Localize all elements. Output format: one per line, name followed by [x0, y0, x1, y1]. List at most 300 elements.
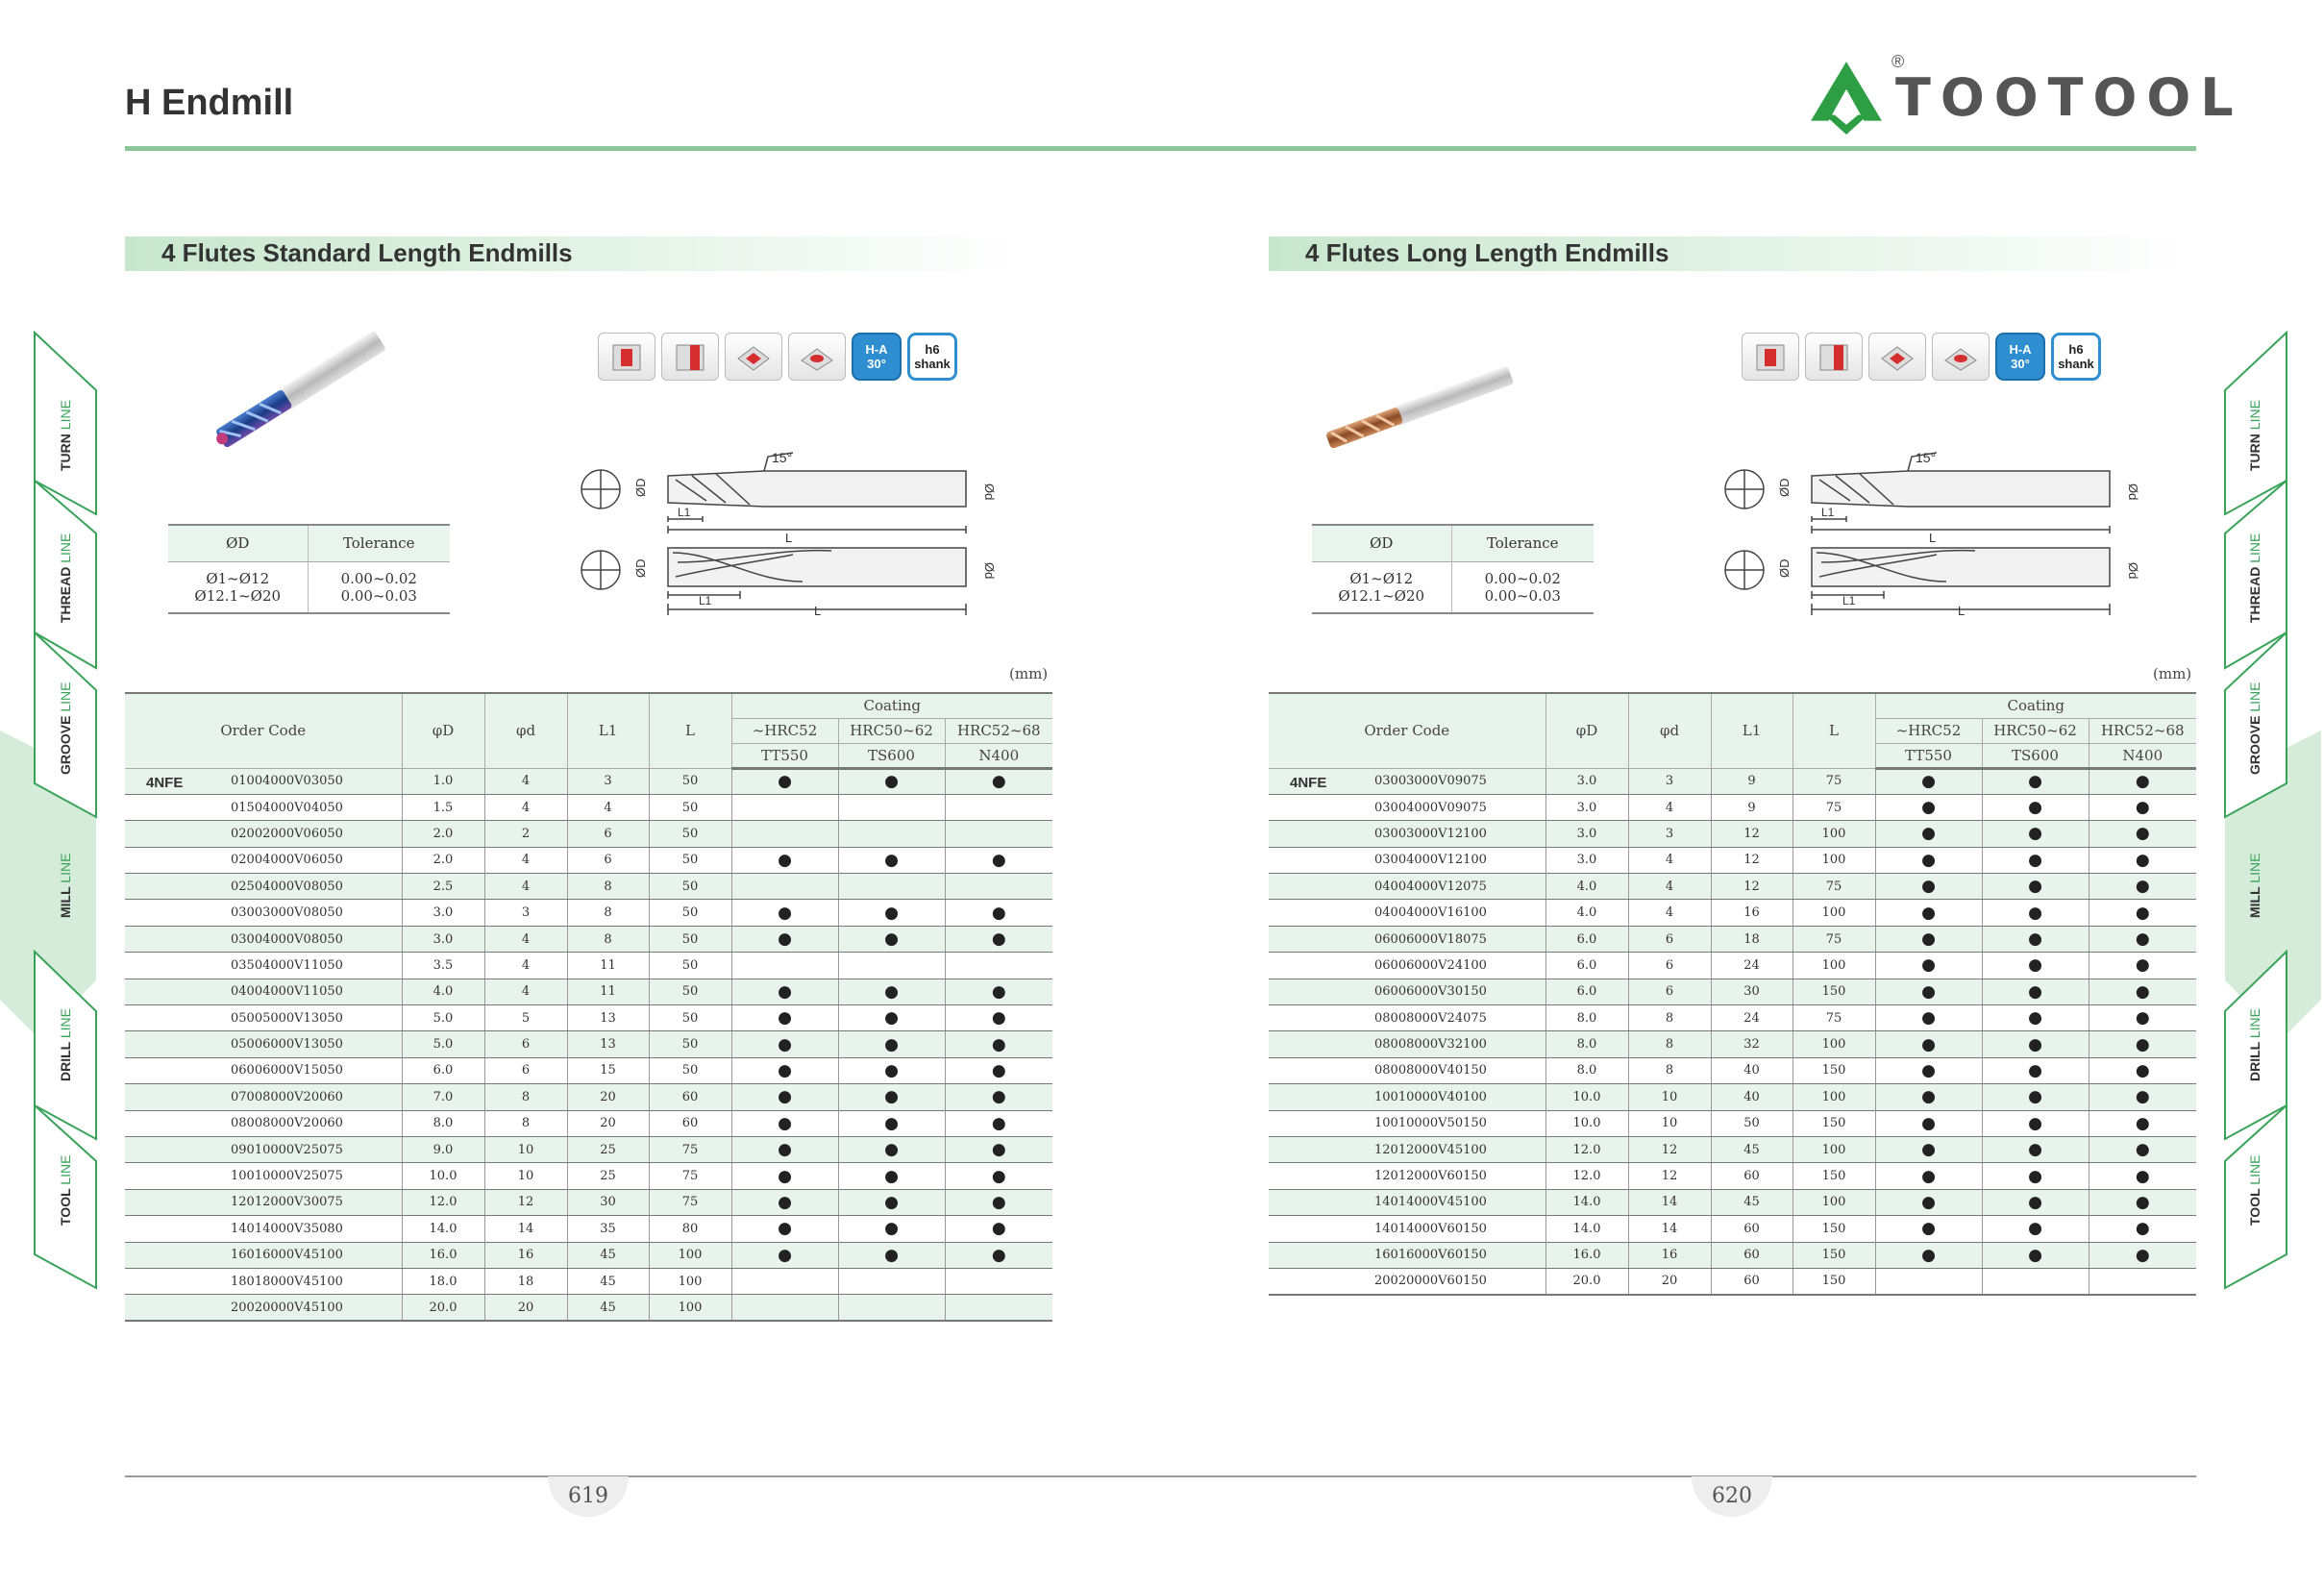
availability-cell [731, 1295, 838, 1321]
table-row [125, 1189, 1052, 1215]
dimension-cell: 50 [1711, 1110, 1792, 1136]
dimension-cell: 100 [1792, 821, 1875, 847]
availability-cell: ● [945, 1189, 1052, 1215]
dimension-cell: 2.0 [402, 821, 484, 847]
availability-cell: ● [1875, 1216, 1982, 1242]
dimension-cell: 6.0 [1545, 953, 1628, 979]
order-code-cell [125, 847, 402, 873]
order-code: 05005000V13050 [231, 1010, 343, 1026]
header-phi-D: φD [1545, 693, 1628, 768]
dimension-cell: 24 [1711, 953, 1792, 979]
availability-cell: ● [1875, 1163, 1982, 1189]
availability-cell: ● [1875, 1084, 1982, 1110]
page-number-left: 619 [568, 1484, 608, 1508]
tolerance-header-tolerance: Tolerance [1451, 525, 1594, 561]
dimension-cell: 8 [567, 900, 649, 926]
dimension-cell: 50 [649, 847, 731, 873]
dimension-cell: 4.0 [402, 979, 484, 1004]
availability-cell: ● [838, 1005, 945, 1031]
dimension-cell: 150 [1792, 1163, 1875, 1189]
order-code: 06006000V15050 [231, 1063, 343, 1078]
header-divider [125, 146, 2196, 151]
series-label: 4NFE [1290, 774, 1327, 791]
table-row [125, 926, 1052, 952]
page-title: H Endmill [125, 83, 294, 123]
order-code-cell [1269, 821, 1545, 847]
table-row [125, 979, 1052, 1004]
table-row [1269, 900, 2196, 926]
availability-cell: ● [838, 847, 945, 873]
order-code: 02004000V06050 [231, 853, 343, 868]
dimension-cell: 45 [1711, 1189, 1792, 1215]
dimension-cell: 50 [649, 953, 731, 979]
dimension-cell: 20.0 [1545, 1268, 1628, 1294]
order-code: 08008000V24075 [1374, 1010, 1487, 1026]
order-code-cell [125, 953, 402, 979]
dimension-cell: 16.0 [1545, 1242, 1628, 1268]
dimension-cell: 60 [1711, 1163, 1792, 1189]
availability-cell: ● [1982, 794, 2089, 820]
dimension-cell: 50 [649, 1005, 731, 1031]
dimension-cell: 3.0 [1545, 847, 1628, 873]
availability-cell [838, 874, 945, 900]
availability-cell: ● [1875, 979, 1982, 1004]
availability-cell [945, 794, 1052, 820]
order-code-cell [1269, 1005, 1545, 1031]
dimension-cell: 150 [1792, 1216, 1875, 1242]
order-code: 09010000V25075 [231, 1142, 343, 1157]
header-coating-type: TT550 [1875, 743, 1982, 768]
availability-cell: ● [945, 900, 1052, 926]
slotting-icon [598, 333, 655, 381]
header-coating: Coating [1875, 693, 2196, 718]
order-code-cell [1269, 1031, 1545, 1057]
order-code: 03504000V11050 [231, 957, 343, 973]
dimension-cell: 4.0 [1545, 874, 1628, 900]
availability-cell: ● [1875, 874, 1982, 900]
dimension-cell: 100 [649, 1242, 731, 1268]
dimension-cell: 45 [567, 1268, 649, 1294]
table-row [1269, 1031, 2196, 1057]
dimension-cell: 24 [1711, 1005, 1792, 1031]
order-code: 03004000V08050 [231, 931, 343, 947]
table-row [1269, 794, 2196, 820]
header-coating-type: TS600 [1982, 743, 2089, 768]
dimension-cell: 50 [649, 926, 731, 952]
order-code-cell [1269, 847, 1545, 873]
availability-cell: ● [838, 1216, 945, 1242]
dimension-cell: 75 [1792, 768, 1875, 794]
order-code-cell [1269, 979, 1545, 1004]
order-code: 03004000V12100 [1374, 853, 1487, 868]
brand-logo [1807, 54, 2243, 140]
dimension-cell: 12.0 [402, 1189, 484, 1215]
availability-cell: ● [1875, 1031, 1982, 1057]
l-label: L [814, 604, 822, 618]
order-code-cell [125, 768, 402, 794]
dimension-cell: 14.0 [1545, 1216, 1628, 1242]
dimension-cell: 6 [484, 1031, 567, 1057]
availability-cell: ● [2089, 768, 2196, 794]
dimension-cell: 40 [1711, 1084, 1792, 1110]
order-code-cell [125, 1268, 402, 1294]
dimension-cell: 25 [567, 1163, 649, 1189]
order-code: 10010000V40100 [1374, 1089, 1487, 1104]
table-row [1269, 874, 2196, 900]
availability-cell: ● [2089, 979, 2196, 1004]
table-row [125, 1295, 1052, 1321]
availability-cell: ● [1982, 1163, 2089, 1189]
dimension-cell: 75 [649, 1136, 731, 1162]
order-code: 01004000V03050 [231, 774, 343, 789]
section-title-standard: 4 Flutes Standard Length Endmills [161, 238, 573, 267]
availability-cell: ● [945, 1005, 1052, 1031]
order-code-cell [125, 1216, 402, 1242]
table-row [125, 874, 1052, 900]
dimension-cell: 16.0 [402, 1242, 484, 1268]
table-row [125, 900, 1052, 926]
tolerance-cell: Ø1~Ø12 [168, 561, 308, 587]
order-code-cell [1269, 1136, 1545, 1162]
dimension-cell: 3.0 [1545, 768, 1628, 794]
availability-cell: ● [838, 1189, 945, 1215]
dimension-cell: 50 [649, 874, 731, 900]
dimension-cell: 4 [1628, 900, 1711, 926]
availability-cell [838, 794, 945, 820]
table-row [1269, 847, 2196, 873]
dimension-cell: 6.0 [402, 1057, 484, 1083]
l1-label: L1 [1821, 506, 1835, 519]
order-code-cell [125, 979, 402, 1004]
order-code-cell [125, 1031, 402, 1057]
product-table-standard [125, 692, 1052, 1322]
availability-cell: ● [838, 979, 945, 1004]
dimension-cell: 8 [1628, 1005, 1711, 1031]
face-milling-icon [725, 333, 782, 381]
dimension-cell: 11 [567, 953, 649, 979]
table-row [1269, 1268, 2196, 1294]
dimension-cell: 4.0 [1545, 900, 1628, 926]
dimension-cell: 16 [1628, 1242, 1711, 1268]
availability-cell: ● [2089, 794, 2196, 820]
dimension-cell: 18 [1711, 926, 1792, 952]
product-table-long [1269, 692, 2196, 1296]
dia-small-label: Ød [2126, 562, 2140, 580]
h6-shank-badge: h6 shank [2051, 333, 2101, 381]
header-order-code: Order Code [125, 693, 402, 768]
header-L1: L1 [567, 693, 649, 768]
dimension-cell: 4 [484, 794, 567, 820]
order-code-cell [1269, 1189, 1545, 1215]
dimension-cell: 4 [1628, 794, 1711, 820]
availability-cell: ● [945, 1110, 1052, 1136]
dimension-cell: 60 [1711, 1242, 1792, 1268]
order-code: 12012000V60150 [1374, 1169, 1487, 1184]
tolerance-header-diameter: ØD [1312, 525, 1451, 561]
dimension-cell: 3 [567, 768, 649, 794]
order-code-cell [125, 874, 402, 900]
header-grade: HRC50~62 [1982, 718, 2089, 743]
dimension-cell: 4 [484, 768, 567, 794]
dimension-cell: 45 [567, 1295, 649, 1321]
header-phi-d: φd [484, 693, 567, 768]
order-code-cell [1269, 926, 1545, 952]
h6-shank-badge: h6 shank [907, 333, 957, 381]
order-code: 02002000V06050 [231, 826, 343, 841]
table-row [1269, 821, 2196, 847]
dimension-cell: 4 [484, 847, 567, 873]
availability-cell: ● [1982, 926, 2089, 952]
availability-cell: ● [2089, 1057, 2196, 1083]
availability-cell: ● [2089, 1163, 2196, 1189]
dimension-cell: 3.0 [402, 926, 484, 952]
order-code: 20020000V60150 [1374, 1274, 1487, 1289]
order-code: 08008000V32100 [1374, 1037, 1487, 1053]
dimension-cell: 20.0 [402, 1295, 484, 1321]
order-code-cell [125, 1189, 402, 1215]
dimension-cell: 6.0 [1545, 926, 1628, 952]
dimension-cell: 4 [1628, 874, 1711, 900]
order-code-cell [1269, 1216, 1545, 1242]
dimension-cell: 8.0 [1545, 1005, 1628, 1031]
dimension-cell: 1.5 [402, 794, 484, 820]
dimension-cell: 8 [567, 874, 649, 900]
availability-cell [731, 953, 838, 979]
order-code: 18018000V45100 [231, 1274, 343, 1289]
order-code-cell [125, 1110, 402, 1136]
tolerance-table-left [168, 524, 450, 614]
dimension-cell: 100 [1792, 900, 1875, 926]
order-code: 04004000V11050 [231, 984, 343, 1000]
table-row [125, 1084, 1052, 1110]
table-row [1269, 979, 2196, 1004]
header-phi-d: φd [1628, 693, 1711, 768]
dimension-cell: 60 [1711, 1216, 1792, 1242]
dimension-cell: 10 [484, 1163, 567, 1189]
helix-angle-badge: H-A 30° [1995, 333, 2045, 381]
table-row [125, 847, 1052, 873]
availability-cell [2089, 1268, 2196, 1294]
dimension-cell: 1.0 [402, 768, 484, 794]
dimension-cell: 2.0 [402, 847, 484, 873]
header-coating-type: TS600 [838, 743, 945, 768]
availability-cell: ● [1875, 900, 1982, 926]
availability-cell: ● [1875, 953, 1982, 979]
dimension-cell: 35 [567, 1216, 649, 1242]
table-row [1269, 1163, 2196, 1189]
table-row [125, 821, 1052, 847]
dia-big-label: ØD [633, 478, 648, 497]
dimension-cell: 8 [1628, 1057, 1711, 1083]
table-row [125, 1110, 1052, 1136]
availability-cell [945, 821, 1052, 847]
series-label: 4NFE [146, 774, 184, 791]
dimension-cell: 16 [484, 1242, 567, 1268]
availability-cell: ● [2089, 847, 2196, 873]
tolerance-header-tolerance: Tolerance [308, 525, 450, 561]
dimension-cell: 60 [649, 1084, 731, 1110]
page-number-right: 620 [1712, 1484, 1752, 1508]
order-code-cell [1269, 953, 1545, 979]
order-code-cell [1269, 1084, 1545, 1110]
availability-cell: ● [2089, 900, 2196, 926]
order-code: 10010000V25075 [231, 1169, 343, 1184]
availability-cell: ● [1982, 768, 2089, 794]
dia-small-label: Ød [2126, 483, 2140, 501]
dimension-cell: 5.0 [402, 1005, 484, 1031]
availability-cell: ● [2089, 926, 2196, 952]
side-tabs-right-shape [2215, 327, 2321, 1298]
availability-cell: ● [1982, 1189, 2089, 1215]
dimension-cell: 8 [484, 1110, 567, 1136]
dimension-cell: 11 [567, 979, 649, 1004]
dimension-cell: 4 [484, 874, 567, 900]
footer-divider [125, 1475, 2196, 1477]
dimension-cell: 12 [1711, 821, 1792, 847]
availability-cell [838, 1268, 945, 1294]
availability-cell: ● [2089, 1005, 2196, 1031]
availability-cell: ● [945, 1163, 1052, 1189]
order-code: 07008000V20060 [231, 1089, 343, 1104]
dimension-cell: 100 [1792, 1136, 1875, 1162]
dimension-cell: 30 [567, 1189, 649, 1215]
availability-cell [731, 794, 838, 820]
availability-cell: ● [1875, 1136, 1982, 1162]
slotting-icon [1742, 333, 1799, 381]
tolerance-cell: 0.00~0.03 [1451, 587, 1594, 613]
availability-cell [945, 1268, 1052, 1294]
availability-cell: ● [2089, 953, 2196, 979]
dia-big-label: ØD [633, 558, 648, 578]
order-code-cell [1269, 1268, 1545, 1294]
availability-cell: ● [1875, 1189, 1982, 1215]
order-code: 08008000V40150 [1374, 1063, 1487, 1078]
dimension-cell: 75 [1792, 874, 1875, 900]
dimension-cell: 6 [1628, 979, 1711, 1004]
availability-cell: ● [2089, 821, 2196, 847]
availability-cell: ● [2089, 1110, 2196, 1136]
order-code-cell [125, 821, 402, 847]
table-row [125, 1163, 1052, 1189]
dimension-cell: 150 [1792, 979, 1875, 1004]
feature-icons-left [598, 333, 957, 381]
dimension-cell: 20 [567, 1084, 649, 1110]
dimension-cell: 14.0 [402, 1216, 484, 1242]
dimension-cell: 50 [649, 1031, 731, 1057]
dimension-cell: 80 [649, 1216, 731, 1242]
dimension-cell: 13 [567, 1031, 649, 1057]
availability-cell [731, 1268, 838, 1294]
dimension-cell: 3 [1628, 821, 1711, 847]
face-milling-icon [1868, 333, 1926, 381]
order-code: 06006000V30150 [1374, 984, 1487, 1000]
order-code: 02504000V08050 [231, 879, 343, 894]
availability-cell: ● [731, 847, 838, 873]
dimension-cell: 3.5 [402, 953, 484, 979]
availability-cell: ● [2089, 1242, 2196, 1268]
order-code: 12012000V30075 [231, 1195, 343, 1210]
side-milling-icon [661, 333, 719, 381]
availability-cell: ● [945, 1216, 1052, 1242]
dia-small-label: Ød [982, 483, 997, 501]
dimension-cell: 150 [1792, 1268, 1875, 1294]
dimension-cell: 4 [484, 926, 567, 952]
tolerance-cell: Ø12.1~Ø20 [168, 587, 308, 613]
dimension-cell: 4 [484, 979, 567, 1004]
table-row [1269, 1189, 2196, 1215]
availability-cell: ● [945, 1057, 1052, 1083]
dimension-cell: 18.0 [402, 1268, 484, 1294]
availability-cell: ● [731, 1005, 838, 1031]
dimension-cell: 12 [1711, 874, 1792, 900]
availability-cell: ● [1982, 1216, 2089, 1242]
dimension-cell: 15 [567, 1057, 649, 1083]
tolerance-header-diameter: ØD [168, 525, 308, 561]
registered-mark: ® [1891, 52, 1905, 71]
l1-label: L1 [699, 594, 712, 607]
availability-cell: ● [945, 1031, 1052, 1057]
availability-cell: ● [1982, 1031, 2089, 1057]
dimension-cell: 50 [649, 768, 731, 794]
availability-cell: ● [731, 979, 838, 1004]
availability-cell: ● [2089, 874, 2196, 900]
order-code: 03003000V08050 [231, 905, 343, 921]
availability-cell: ● [2089, 1084, 2196, 1110]
header-phi-D: φD [402, 693, 484, 768]
availability-cell: ● [945, 1242, 1052, 1268]
dimension-cell: 30 [1711, 979, 1792, 1004]
feature-icons-right [1742, 333, 2101, 381]
availability-cell: ● [731, 1216, 838, 1242]
dimension-cell: 6 [567, 847, 649, 873]
order-code: 04004000V16100 [1374, 905, 1487, 921]
availability-cell: ● [731, 1031, 838, 1057]
availability-cell: ● [1982, 1005, 2089, 1031]
order-code-cell [125, 1057, 402, 1083]
order-code: 14014000V35080 [231, 1221, 343, 1236]
availability-cell: ● [2089, 1189, 2196, 1215]
dimension-cell: 100 [649, 1295, 731, 1321]
availability-cell: ● [1982, 821, 2089, 847]
availability-cell [945, 953, 1052, 979]
dimension-cell: 12 [1628, 1136, 1711, 1162]
dimension-cell: 50 [649, 1057, 731, 1083]
availability-cell: ● [731, 1057, 838, 1083]
table-row [1269, 953, 2196, 979]
dia-big-label: ØD [1777, 478, 1792, 497]
dimension-cell: 45 [1711, 1136, 1792, 1162]
table-row [125, 1031, 1052, 1057]
brand-name: TOOTOOL [1895, 66, 2243, 128]
table-row [125, 768, 1052, 794]
order-code-cell [125, 794, 402, 820]
header-L1: L1 [1711, 693, 1792, 768]
dimension-cell: 10 [484, 1136, 567, 1162]
availability-cell: ● [2089, 1136, 2196, 1162]
dimension-cell: 14 [484, 1216, 567, 1242]
dimension-cell: 2.5 [402, 874, 484, 900]
header-coating-type: TT550 [731, 743, 838, 768]
table-row [1269, 1005, 2196, 1031]
availability-cell [731, 874, 838, 900]
dimension-cell: 50 [649, 900, 731, 926]
order-code-cell [1269, 874, 1545, 900]
table-row [1269, 1057, 2196, 1083]
availability-cell [945, 874, 1052, 900]
dimension-cell: 8.0 [1545, 1057, 1628, 1083]
header-L: L [649, 693, 731, 768]
availability-cell: ● [1875, 1110, 1982, 1136]
